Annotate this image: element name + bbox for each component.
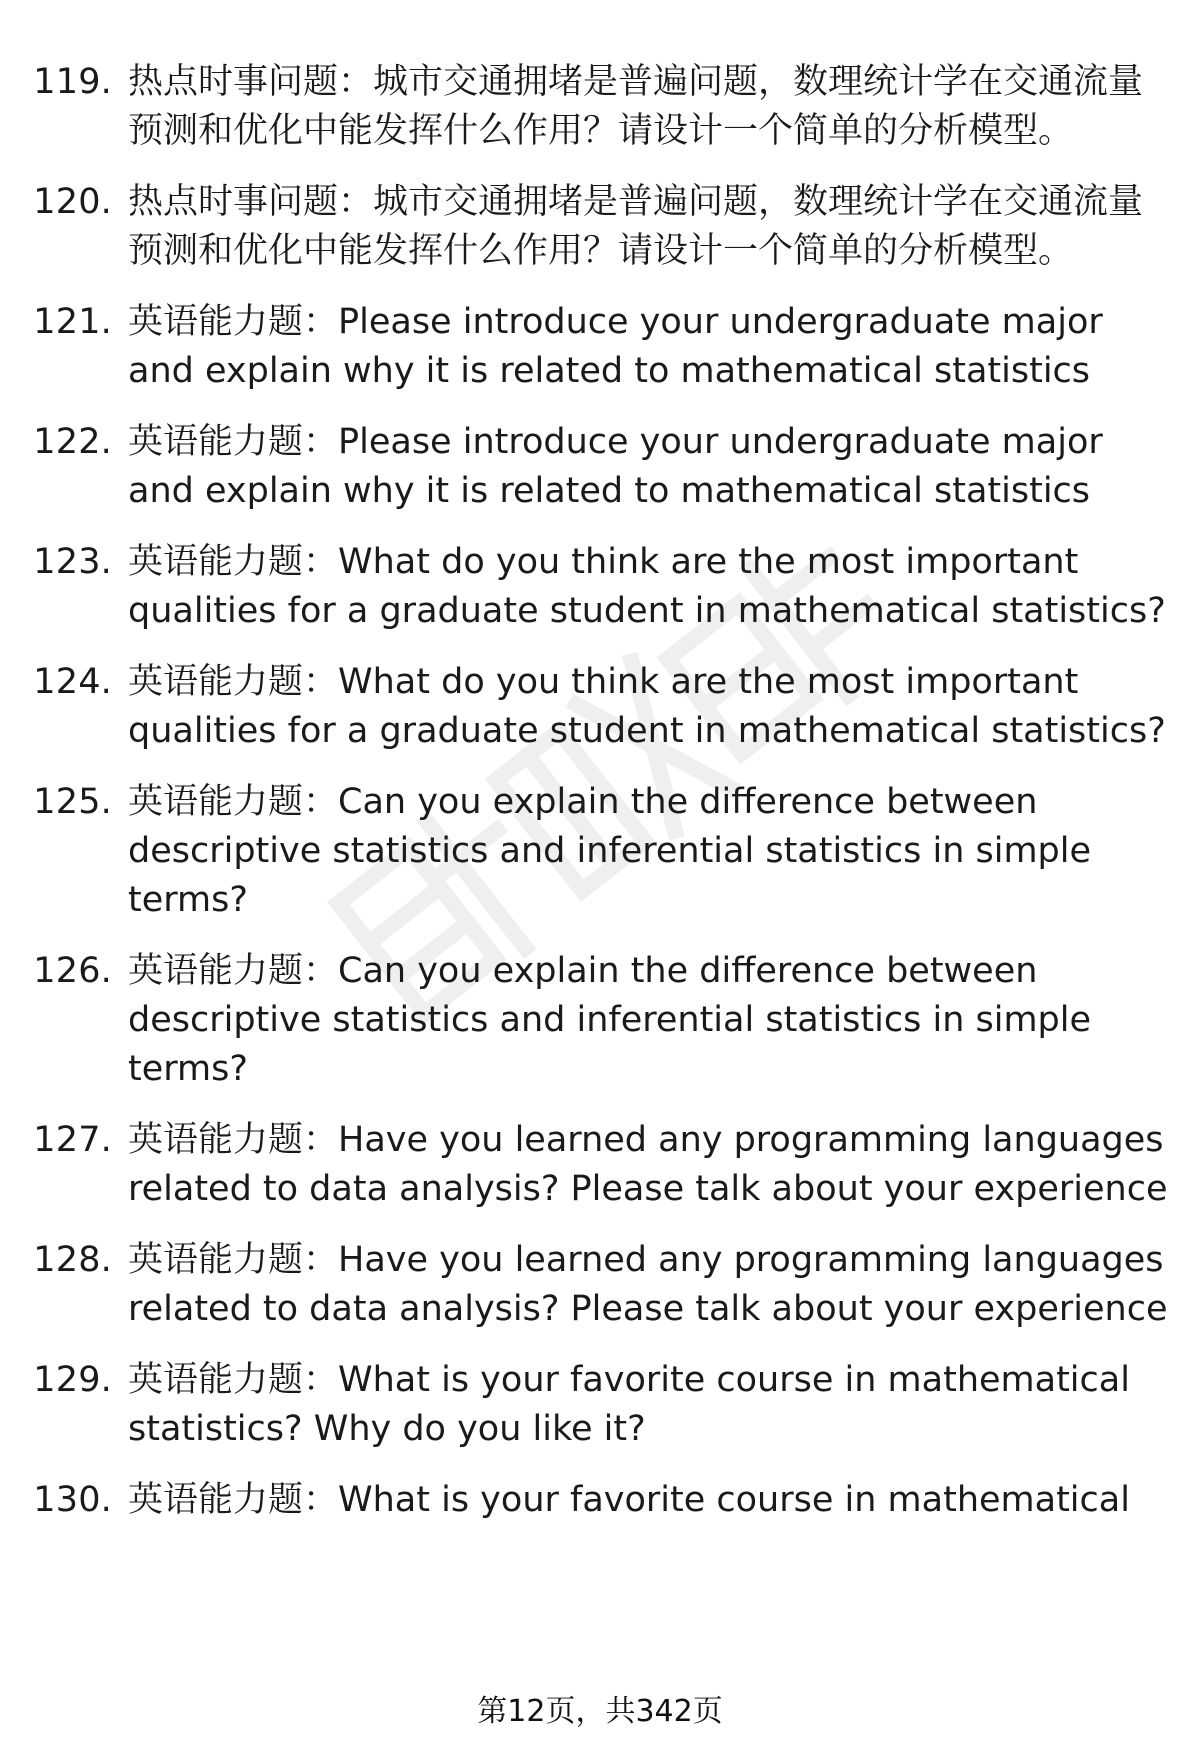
- question-category: 英语能力题：: [128, 1360, 339, 1400]
- question-content: Have you learned any programming languages related to data analysis? Please talk about your experience: [128, 1240, 1168, 1329]
- question-text: [128, 178, 1168, 276]
- question-content: Please introduce your undergraduate major and explain why it is related to mathematical statistics: [128, 422, 1103, 511]
- question-body: [128, 538, 1168, 636]
- question-text: [128, 418, 1168, 516]
- question-item: [0, 1356, 1200, 1454]
- question-number: 120.: [33, 182, 112, 222]
- question-number: 121.: [33, 302, 112, 342]
- question-list: [0, 58, 1200, 1547]
- question-content: 城市交通拥堵是普遍问题，数理统计学在交通流量预测和优化中能发挥什么作用？请设计一个简单的分析模型。: [128, 62, 1144, 151]
- question-body: [128, 1476, 1168, 1525]
- question-item: [0, 538, 1200, 636]
- question-text: [128, 778, 1168, 925]
- question-item: [0, 778, 1200, 925]
- question-content: Can you explain the difference between descriptive statistics and inferential statistics in simple terms?: [128, 782, 1092, 920]
- question-item: [0, 298, 1200, 396]
- question-item: [0, 178, 1200, 276]
- question-number: 130.: [33, 1480, 112, 1520]
- question-body: [128, 418, 1168, 516]
- question-number: 123.: [33, 542, 112, 582]
- question-content: What do you think are the most important qualities for a graduate student in mathematical statistics?: [128, 662, 1166, 751]
- question-item: [0, 1236, 1200, 1334]
- question-number: 128.: [33, 1240, 112, 1280]
- question-number: 119.: [33, 62, 112, 102]
- question-category: 英语能力题：: [128, 302, 339, 342]
- question-content: Have you learned any programming languages related to data analysis? Please talk about your experience: [128, 1120, 1168, 1209]
- question-category: 英语能力题：: [128, 542, 339, 582]
- question-category: 英语能力题：: [128, 1240, 339, 1280]
- question-text: [128, 1356, 1168, 1454]
- question-category: 英语能力题：: [128, 662, 339, 702]
- question-content: What do you think are the most important qualities for a graduate student in mathematical statistics?: [128, 542, 1166, 631]
- question-text: [128, 658, 1168, 756]
- question-content: What is your favorite course in mathematical: [338, 1480, 1130, 1520]
- question-item: [0, 1476, 1200, 1525]
- question-number: 122.: [33, 422, 112, 462]
- question-number: 126.: [33, 951, 112, 991]
- question-content: Please introduce your undergraduate major and explain why it is related to mathematical statistics: [128, 302, 1103, 391]
- question-number: 127.: [33, 1120, 112, 1160]
- question-category: 英语能力题：: [128, 1120, 339, 1160]
- question-category: 热点时事问题：: [128, 62, 374, 102]
- question-item: [0, 418, 1200, 516]
- question-category: 英语能力题：: [128, 1480, 339, 1520]
- question-category: 英语能力题：: [128, 422, 339, 462]
- question-text: [128, 538, 1168, 636]
- question-text: [128, 58, 1168, 156]
- question-body: [128, 298, 1168, 396]
- question-content: Can you explain the difference between descriptive statistics and inferential statistics in simple terms?: [128, 951, 1092, 1089]
- question-number: 129.: [33, 1360, 112, 1400]
- question-content: 城市交通拥堵是普遍问题，数理统计学在交通流量预测和优化中能发挥什么作用？请设计一个简单的分析模型。: [128, 182, 1144, 271]
- question-body: [128, 658, 1168, 756]
- question-body: [128, 1356, 1168, 1454]
- question-item: [0, 1116, 1200, 1214]
- question-body: [128, 1116, 1168, 1214]
- question-body: [128, 58, 1168, 156]
- question-content: What is your favorite course in mathematical statistics? Why do you like it?: [128, 1360, 1130, 1449]
- question-text: [128, 947, 1168, 1094]
- question-text: [128, 298, 1168, 396]
- question-number: 125.: [33, 782, 112, 822]
- question-item: [0, 947, 1200, 1094]
- question-category: 英语能力题：: [128, 782, 339, 822]
- page-footer: [0, 1692, 1200, 1732]
- question-category: 英语能力题：: [128, 951, 339, 991]
- question-body: [128, 178, 1168, 276]
- question-body: [128, 947, 1168, 1094]
- question-item: [0, 658, 1200, 756]
- question-text: [128, 1476, 1168, 1525]
- question-category: 热点时事问题：: [128, 182, 374, 222]
- question-text: [128, 1116, 1168, 1214]
- page-number-label: 第12页，共342页: [477, 1694, 723, 1729]
- question-body: [128, 1236, 1168, 1334]
- question-body: [128, 778, 1168, 925]
- question-text: [128, 1236, 1168, 1334]
- question-number: 124.: [33, 662, 112, 702]
- question-item: [0, 58, 1200, 156]
